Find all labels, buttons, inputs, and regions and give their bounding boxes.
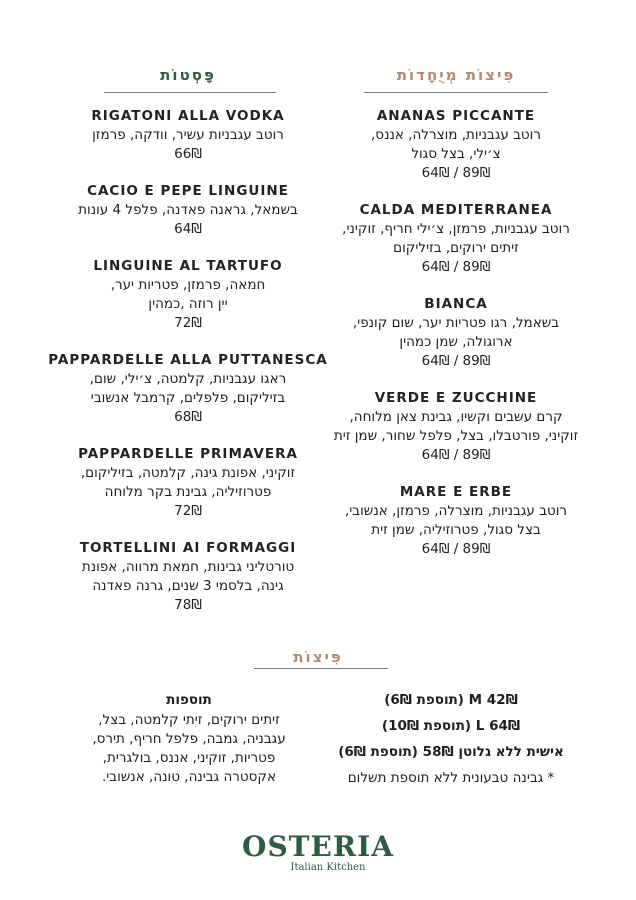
toppings-line: פטריות, זוקיני, אננס, בולגרית,: [102, 750, 276, 766]
menu-item: [318, 388, 594, 465]
item-price: 64₪ / 89₪: [421, 447, 491, 463]
menu-item: [40, 538, 336, 615]
item-name: TORTELLINI AI FORMAGGI: [79, 540, 297, 556]
item-name: MARE E ERBE: [399, 484, 513, 500]
item-description: בשמאל, גראנה פאדנה, פלפל 4 עונות: [78, 202, 298, 218]
size-gluten-free: אישית ללא גלוטן 58₪ (תוספת 6₪): [338, 744, 564, 760]
item-name: CALDA MEDITERRANEA: [359, 202, 553, 218]
menu-item: [40, 181, 336, 239]
toppings-line: זיתים ירוקים, זיתי קלמטה, בצל,: [98, 712, 280, 728]
item-description: יין רוזה ,כמהין: [148, 296, 228, 312]
item-price: 78₪: [174, 597, 202, 613]
item-description: ארוגולה, שמן כמהין: [399, 334, 513, 350]
item-price: 64₪ / 89₪: [421, 353, 491, 369]
pizza-sizes: [318, 687, 584, 791]
pastas-list: [40, 106, 336, 632]
item-price: 64₪ / 89₪: [421, 165, 491, 181]
item-price: 64₪ / 89₪: [421, 259, 491, 275]
item-description: צ׳ילי, בצל סגול: [411, 146, 501, 162]
pastas-divider: [104, 92, 276, 93]
toppings-title: תוספות: [166, 692, 212, 708]
item-name: PAPPARDELLE ALLA PUTTANESCA: [48, 352, 328, 368]
toppings: [64, 689, 314, 787]
item-description: פטרוזיליה, גבינת בקר מלוחה: [104, 484, 272, 500]
item-description: בשאמל, רגו פטריות יער, שום קונפי,: [352, 315, 560, 331]
logo-tagline: Italian Kitchen: [290, 862, 366, 873]
pizza-specials-title: פִּיצוֹת מְיֻחָדוֹת: [396, 66, 516, 84]
item-description: רוטב עגבניות עשיר, וודקה, פרמזן: [92, 127, 284, 143]
item-name: BIANCA: [424, 296, 488, 312]
item-description: רוטב עגבניות, מוצרלה, אננס,: [371, 127, 541, 143]
item-description: ראגו עגבניות, קלמטה, צ׳ילי, שום,: [89, 371, 287, 387]
item-description: בצל סגול, פטרוזיליה, שמן זית: [371, 522, 541, 538]
menu-item: [318, 482, 594, 559]
item-description: רוטב עגבניות, מוצרלה, פרמזן, אנשובי,: [344, 503, 568, 519]
item-name: RIGATONI ALLA VODKA: [91, 108, 285, 124]
item-price: 72₪: [174, 315, 202, 331]
item-description: קרם עשבים וקשיו, גבינת צאן מלוחה,: [349, 409, 563, 425]
menu-item: [318, 294, 594, 371]
pizzas-title: פִּיצוֹת: [293, 648, 343, 666]
pastas-title: פָּסְטוֹת: [160, 66, 216, 84]
menu-item: [40, 444, 336, 521]
size-large: L 64₪ (תוספת 10₪): [381, 718, 521, 734]
item-price: 72₪: [174, 503, 202, 519]
toppings-line: עגבניה, גמבה, פלפל חריף, תירס,: [92, 731, 286, 747]
menu-item: [40, 350, 336, 427]
menu-item: [318, 200, 594, 277]
pizzas-divider: [254, 668, 388, 669]
menu-item: [318, 106, 594, 183]
item-description: רוטב עגבניות, פרמזן, צ׳ילי חריף, זוקיני,: [342, 221, 570, 237]
item-name: LINGUINE AL TARTUFO: [93, 258, 283, 274]
item-name: VERDE E ZUCCHINE: [374, 390, 538, 406]
item-description: בזיליקום, פלפלים, קרמבל אנשובי: [90, 390, 286, 406]
brand-logo: [0, 832, 636, 874]
item-description: זוקיני, אפונת גינה, קלמטה, בזיליקום,: [80, 465, 296, 481]
pizza-specials-divider: [364, 92, 548, 93]
menu-item: [40, 106, 336, 164]
size-medium: M 42₪ (תוספת 6₪): [384, 692, 518, 708]
item-name: ANANAS PICCANTE: [376, 108, 536, 124]
toppings-line: אקסטרה גבינה, טונה, אנשובי.: [101, 769, 277, 785]
item-description: חמאה, פרמזן, פטריות יער,: [110, 277, 266, 293]
item-description: זוקיני, פורטבלו, בצל, פלפל שחור, שמן זית: [333, 428, 579, 444]
item-price: 66₪: [174, 146, 202, 162]
item-price: 64₪: [174, 221, 202, 237]
item-price: 64₪ / 89₪: [421, 541, 491, 557]
logo-wordmark: OSTERIA: [242, 830, 394, 863]
item-description: זיתים ירוקים, בזיליקום: [393, 240, 519, 256]
item-description: טורטליני גבינות, חמאת מרווה, אפונת: [81, 559, 295, 575]
item-name: CACIO E PEPE LINGUINE: [87, 183, 289, 199]
item-name: PAPPARDELLE PRIMAVERA: [78, 446, 298, 462]
item-price: 68₪: [174, 409, 202, 425]
item-description: גינה, בלסמי 3 שנים, גרנה פאדנה: [92, 578, 284, 594]
vegan-cheese-note: * גבינה טבעונית ללא תוספת תשלום: [347, 770, 555, 786]
menu-item: [40, 256, 336, 333]
pizza-specials-list: [318, 106, 594, 576]
